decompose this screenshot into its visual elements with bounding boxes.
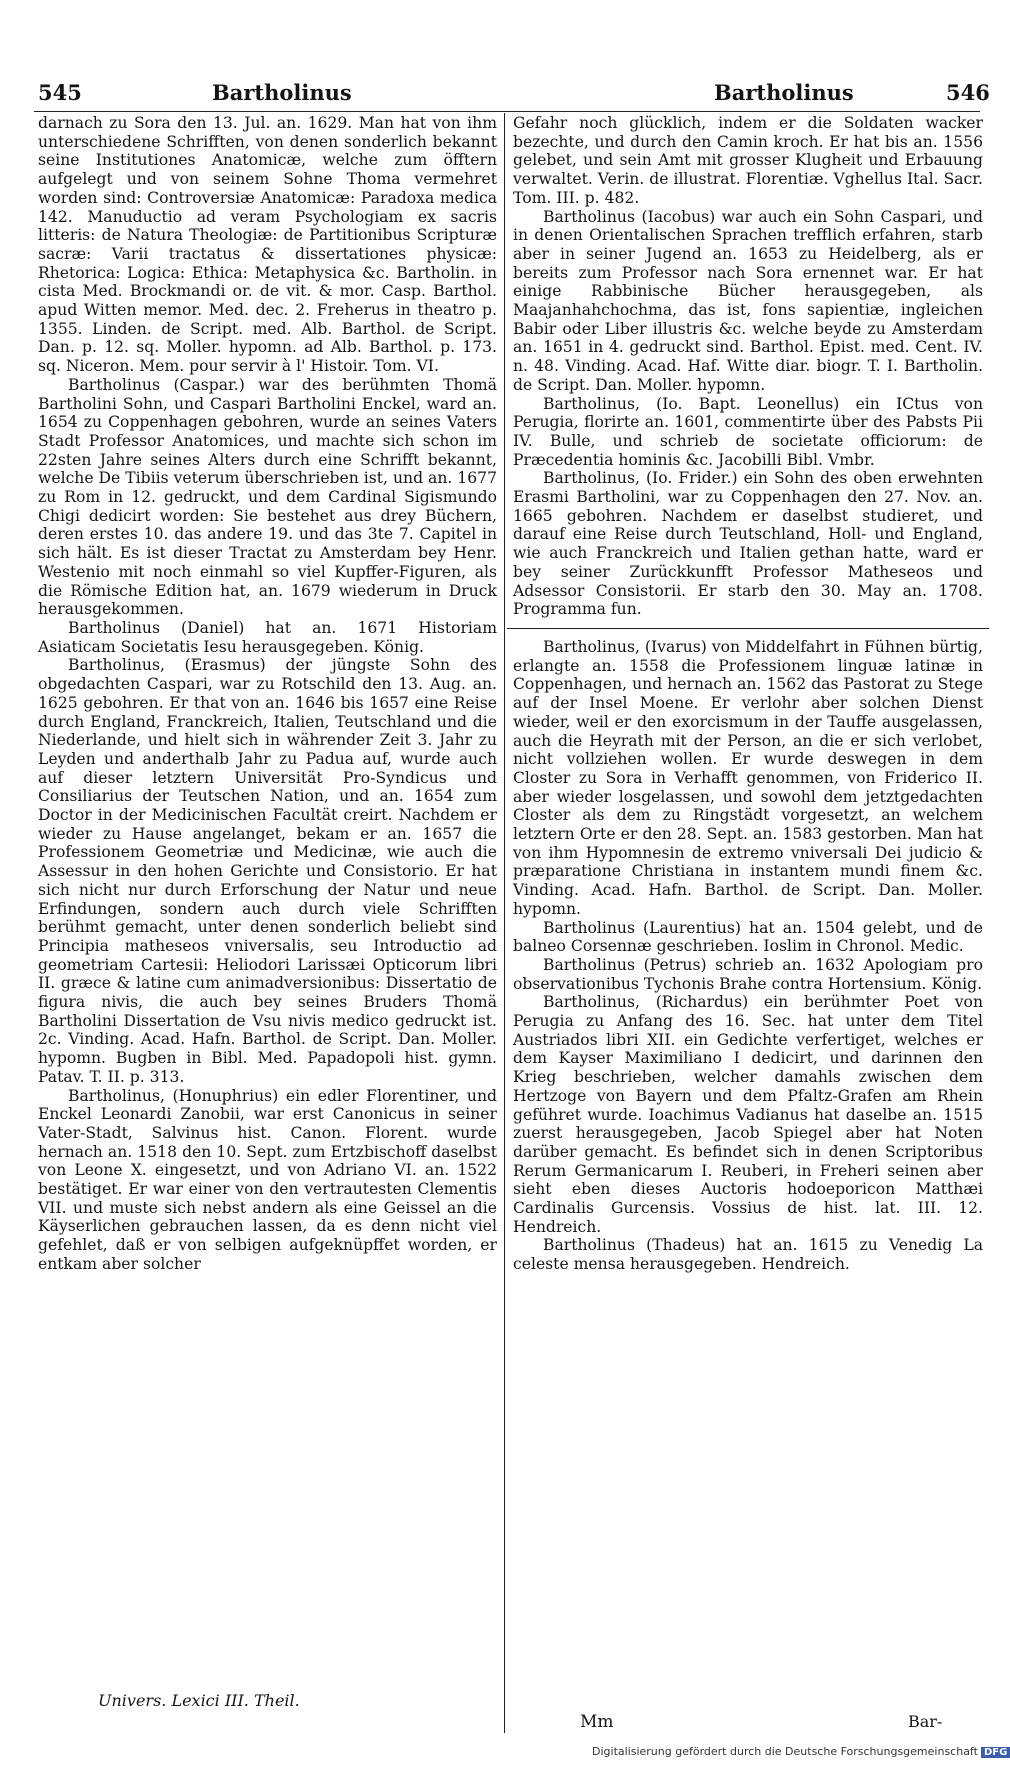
right-column <box>513 114 983 1274</box>
right-column-entry: Bartholinus (Iacobus) war auch ein Sohn Caspari, und in denen Orientalischen Sprachen trefflich erfahren, starb aber in seiner Jugend an. 1653 zu Heidelberg, als er bereits zum Professor nach Sora ernennet war. Er hat einige Rabbinische Bücher herausgegeben, als Maajanhahchochma, das ist, fons sapientiæ, ingleichen Babir oder Liber illustris &c. welche beyde zu Amsterdam an. 1651 in 4. gedruckt sind. Barthol. Epist. med. Cent. IV. n. 48. Vinding. Acad. Haf. Witte diar. biogr. T. I. Bartholin. de Script. Dan. Moller. hypomn. <box>513 207 983 394</box>
running-title-right: Bartholinus <box>714 80 854 105</box>
right-column-entry: Gefahr noch glücklich, indem er die Soldaten wacker bezechte, und durch den Camin kroch. Er hat bis an. 1556 gelebet, und sein Amt mit grosser Klugheit und Erbauung verwaltet. Verin. de illustrat. Florentiæ. Vghellus Ital. Sacr. Tom. III. p. 482. <box>513 114 983 207</box>
running-title-left: Bartholinus <box>212 80 352 105</box>
right-column-entry: Bartholinus, (Io. Frider.) ein Sohn des oben erwehnten Erasmi Bartholini, war zu Coppenhagen den 27. Nov. an. 1665 gebohren. Nachdem er daselbst studieret, und darauf eine Reise durch Teutschland, Holl- und England, wie auch Franckreich und Italien gethan hatte, ward er bey seiner Zurückkunfft Professor Matheseos und Adsessor Consistorii. Er starb den 30. May an. 1708. Programma fun. <box>513 469 983 619</box>
signature-mark: Mm <box>580 1712 614 1732</box>
right-column-entry: Bartholinus (Laurentius) hat an. 1504 gelebt, und de balneo Corsennæ geschrieben. Ioslim in Chronol. Medic. <box>513 918 983 956</box>
signature-line: Univers. Lexici III. Theil. <box>98 1691 300 1710</box>
left-column <box>38 114 497 1274</box>
page-number-left: 545 <box>38 80 82 105</box>
page-number-right: 546 <box>946 80 990 105</box>
column-divider <box>504 113 505 1733</box>
left-column-entry: Bartholinus, (Erasmus) der jüngste Sohn des obgedachten Caspari, war zu Rotschild den 13. Aug. an. 1625 gebohren. Er that von an. 1646 bis 1657 eine Reise durch England, Franckreich, Italien, Teutschland und die Niederlande, und hielt sich in währender Zeit 3. Jahr zu Leyden und anderthalb Jahr zu Padua auf, wurde auch auf dieser letztern Universität Pro-Syndicus und Consiliarius der Teutschen Nation, und an. 1654 zum Doctor in der Medicinischen Facultät creirt. Nachdem er wieder zu Hause angelanget, bekam er an. 1657 die Professionem Geometriæ und Medicinæ, wie auch die Assessur in den hohen Gerichte und Consistorio. Er hat sich nicht nur durch Erforschung der Natur und neue Erfindungen, sondern auch durch viele Schrifften berühmt gemacht, unter denen sonderlich beliebt sind Principia matheseos vniversalis, seu Introductio ad geometriam Cartesii: Heliodori Larissæi Opticorum libri II. græce & latine cum animadversionibus: Dissertatio de figura nivis, die auch bey seines Bruders Thomä Bartholini Dissertation de Vsu nivis medico gedruckt ist. 2c. Vinding. Acad. Hafn. Barthol. de Script. Dan. Moller. hypomn. Bugben in Bibl. Med. Papadopoli hist. gymn. Patav. T. II. p. 313. <box>38 656 497 1086</box>
running-header <box>34 80 990 110</box>
right-column-entry: Bartholinus, (Io. Bapt. Leonellus) ein ICtus von Perugia, florirte an. 1601, commentirte über des Pabsts Pii IV. Bulle, und schrieb de societate officiorum: de Præcedentia hominis &c. Jacobilli Bibl. Vmbr. <box>513 394 983 469</box>
section-rule <box>507 628 989 629</box>
header-rule <box>34 111 980 112</box>
right-column-entry: Bartholinus, (Richardus) ein berühmter Poet von Perugia zu Anfang des 16. Sec. hat unter dem Titel Austriados libri XII. ein Gedichte verfertiget, welches er dem Kayser Maximiliano I dedicirt, und darinnen den Krieg beschrieben, welcher damahls zwischen dem Hertzoge von Bayern und dem Pfaltz-Grafen am Rhein geführet wurde. Ioachimus Vadianus hat daselbe an. 1515 zuerst herausgegeben, Jacob Spiegel aber hat Noten darüber gemacht. Es befindet sich in denen Scriptoribus Rerum Germanicarum I. Reuberi, in Freheri seinen aber sieht eben dieses Auctoris hodoeporicon Matthæi Cardinalis Gurcensis. Vossius de hist. lat. III. 12. Hendreich. <box>513 993 983 1236</box>
catchword: Bar- <box>908 1712 943 1731</box>
right-column-entry: Bartholinus (Petrus) schrieb an. 1632 Apologiam pro observationibus Tychonis Brahe contra Hortensium. König. <box>513 955 983 993</box>
left-column-entry: darnach zu Sora den 13. Jul. an. 1629. Man hat von ihm unterschiedene Schrifften, von denen sonderlich bekannt seine Institutiones Anatomicæ, welche zum öfftern aufgelegt und von seinem Sohne Thoma vermehret worden sind: Controversiæ Anatomicæ: Paradoxa medica 142. Manuductio ad veram Psychologiam ex sacris litteris: de Natura Theologiæ: de Partitionibus Scripturæ sacræ: Varii tractatus & dissertationes physicæ: Rhetorica: Logica: Ethica: Metaphysica &c. Bartholin. in cista Med. Brockmandi or. de vit. & mor. Casp. Barthol. apud Witten memor. Med. dec. 2. Freherus in theatro p. 1355. Linden. de Script. med. Alb. Barthol. de Script. Dan. p. 12. sq. Moller. hypomn. ad Alb. Barthol. p. 173. sq. Niceron. Mem. pour servir à l' Histoir. Tom. VI. <box>38 114 497 376</box>
dfg-note-text: Digitalisierung gefördert durch die Deutsche Forschungsgemeinschaft <box>592 1745 978 1758</box>
left-column-entry: Bartholinus (Caspar.) war des berühmten Thomä Bartholini Sohn, und Caspari Bartholini Enckel, ward an. 1654 zu Coppenhagen gebohren, wurde an seines Vaters Stadt Professor Anatomices, und machte sich schon im 22sten Jahre seines Alters durch eine Schrifft bekannt, welche De Tibiis veterum überschrieben ist, und an. 1677 zu Rom in 12. gedruckt, und dem Cardinal Sigismundo Chigi dedicirt worden: Sie bestehet aus drey Büchern, deren erstes 10. das andere 19. und das 3te 7. Capitel in sich hält. Es ist dieser Tractat zu Amsterdam bey Henr. Westenio mit noch einmahl so viel Kupffer-Figuren, als die Römische Edition hat, an. 1679 wiederum in Druck herausgekommen. <box>38 375 497 619</box>
digitization-note <box>592 1745 1008 1758</box>
left-column-entry: Bartholinus, (Honuphrius) ein edler Florentiner, und Enckel Leonardi Zanobii, war erst Canonicus in seiner Vater-Stadt, Salvinus hist. Canon. Florent. wurde hernach an. 1518 den 10. Sept. zum Ertzbischoff daselbst von Leone X. eingesetzt, und von Adriano VI. an. 1522 bestätiget. Er war einer von den vertrautesten Clementis VII. und muste sich nebst andern als eine Geissel an die Käyserlichen gebrauchen lassen, da es denn nicht viel gefehlet, daß er von selbigen aufgeknüpffet worden, er entkam aber solcher <box>38 1086 497 1273</box>
right-column-entry: Bartholinus (Thadeus) hat an. 1615 zu Venedig La celeste mensa herausgegeben. Hendreich. <box>513 1236 983 1274</box>
right-column-entry: Bartholinus, (Ivarus) von Middelfahrt in Fühnen bürtig, erlangte an. 1558 die Professionem linguæ latinæ in Coppenhagen, und hernach an. 1562 das Pastorat zu Stege auf der Insel Moene. Er verlohr aber solchen Dienst wieder, weil er den exorcismum in der Tauffe ausgelassen, auch die Heyrath mit der Person, an die er sich verlobet, nicht vollziehen wollen. Er wurde deswegen in dem Closter zu Sora in Verhafft genommen, von Friderico II. aber wieder losgelassen, und sowohl dem jetztgedachten Closter als dem zu Ringstädt vorgesetzt, an welchem letztern Orte er den 28. Sept. an. 1583 gestorben. Man hat von ihm Hypomnesin de extremo vniversali Dei judicio & præparatione Christiana in instantem mundi finem &c. Vinding. Acad. Hafn. Barthol. de Script. Dan. Moller. hypomn. <box>513 637 983 918</box>
left-column-entry: Bartholinus (Daniel) hat an. 1671 Historiam Asiaticam Societatis Iesu herausgegeben. König. <box>38 618 497 656</box>
dfg-logo: DFG <box>981 1747 1010 1758</box>
